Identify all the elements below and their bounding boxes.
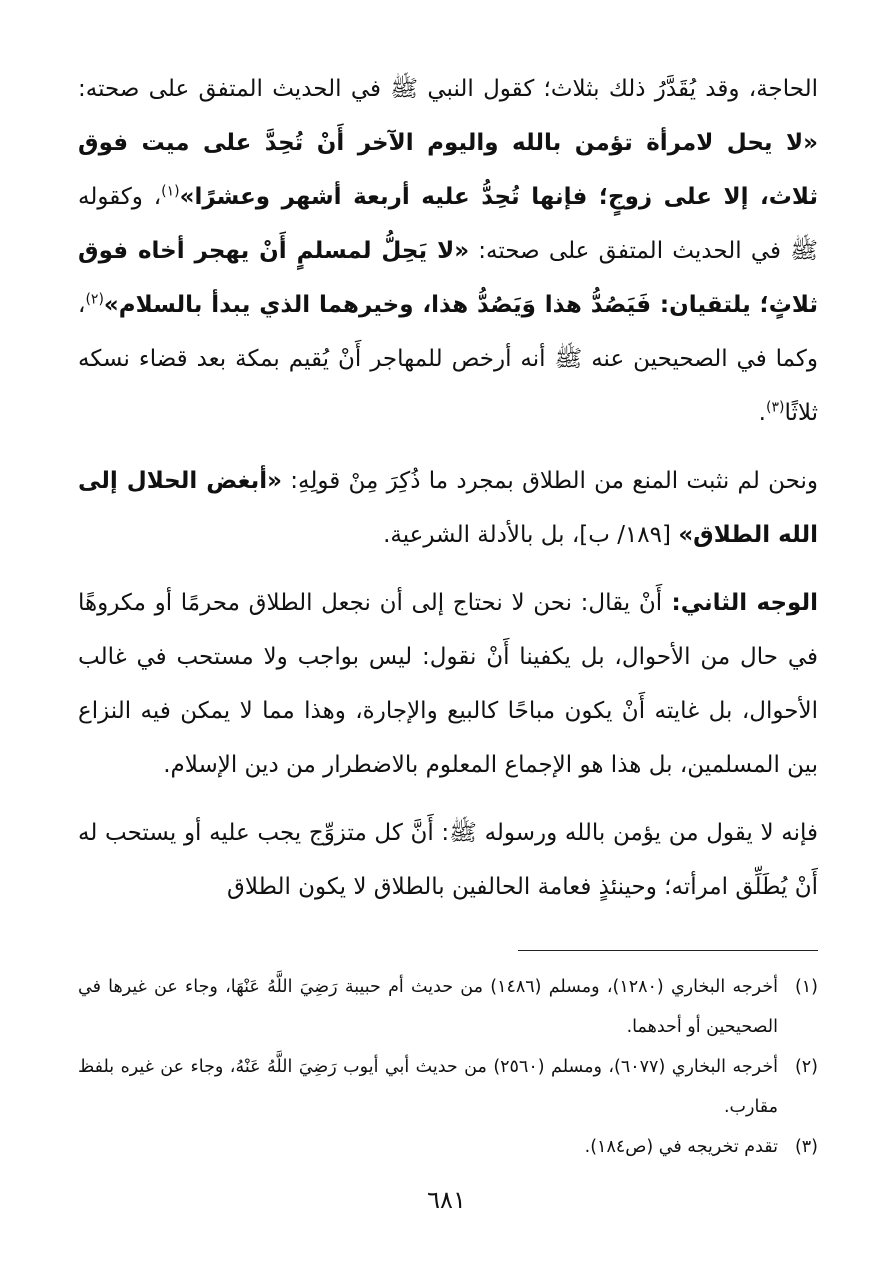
footnote-text: أخرجه البخاري (٦٠٧٧)، ومسلم (٢٥٦٠) من حديث أبي أيوب رَضِيَ اللَّهُ عَنْهُ، وجاء عن غيره بلفظ مقارب. xyxy=(78,1057,778,1117)
footnote-number: (٢) xyxy=(794,1057,818,1077)
footnote-ref-1: (١) xyxy=(161,183,180,200)
text-segment: ، وكما في الصحيحين عنه ﷺ أنه أرخص للمهاجر أَنْ يُقيم بمكة بعد قضاء نسكه ثلاثًا xyxy=(78,292,818,426)
text-segment: فإنه لا يقول من يؤمن بالله ورسوله ﷺ: أَنَّ كل متزوِّج يجب عليه أو يستحب له أَنْ يُطَلِّق امرأته؛ وحينئذٍ فعامة الحالفين بالطلاق لا يكون الطلاق xyxy=(78,820,818,900)
footnote-number: (٣) xyxy=(794,1137,818,1157)
footnote-text: تقدم تخريجه في (ص١٨٤). xyxy=(584,1137,778,1157)
text-segment: . xyxy=(758,400,766,426)
footnote-1 xyxy=(78,967,818,1047)
hadith-quote-bold: «لا يحل لامرأة تؤمن بالله واليوم الآخر أَنْ تُحِدَّ على ميت فوق ثلاث، إلا على زوجٍ؛ فإنها تُحِدُّ عليه أربعة أشهر وعشرًا» xyxy=(78,130,818,210)
section-heading-inline: الوجه الثاني: xyxy=(662,590,818,616)
main-text xyxy=(78,62,818,914)
footnote-separator xyxy=(518,950,818,951)
text-segment: ونحن لم نثبت المنع من الطلاق بمجرد ما ذُكِرَ مِنْ قولِهِ: xyxy=(281,468,818,494)
paragraph-4 xyxy=(78,806,818,914)
text-segment: أَنْ يقال: نحن لا نحتاج إلى أن نجعل الطلاق محرمًا أو مكروهًا في حال من الأحوال، بل يكفينا أَنْ نقول: ليس بواجب ولا مستحب في غالب الأحوال، بل غايته أَنْ يكون مباحًا كالبيع والإجارة، وهذا مما لا يمكن فيه النزاع بين المسلمين، بل هذا هو الإجماع المعلوم بالاضطرار من دين الإسلام. xyxy=(78,590,818,778)
footnote-3 xyxy=(78,1127,818,1167)
hadith-quote-bold: «لا يَحِلُّ لمسلمٍ أَنْ يهجر أخاه فوق ثلاثٍ؛ يلتقيان: فَيَصُدُّ هذا وَيَصُدُّ هذا، وخيرهما الذي يبدأ بالسلام» xyxy=(78,238,818,318)
footnote-2 xyxy=(78,1047,818,1127)
footnote-ref-2: (٢) xyxy=(85,291,104,308)
text-segment: [١٨٩/ ب]، بل بالأدلة الشرعية. xyxy=(383,522,679,548)
footnotes xyxy=(78,967,818,1167)
page-number: ٦٨١ xyxy=(427,1186,466,1214)
hadith-quote-bold: «أبغض الحلال إلى الله الطلاق» xyxy=(78,468,818,548)
footnote-ref-3: (٣) xyxy=(765,399,785,416)
text-segment: ، وكقوله ﷺ في الحديث المتفق على صحته: xyxy=(78,184,818,264)
paragraph-1 xyxy=(78,62,818,440)
page-body xyxy=(78,62,818,1167)
text-segment: الحاجة، وقد يُقَدَّرُ ذلك بثلاث؛ كقول النبي ﷺ في الحديث المتفق على صحته: xyxy=(78,76,818,102)
footnote-number: (١) xyxy=(794,977,818,997)
footnote-text: أخرجه البخاري (١٢٨٠)، ومسلم (١٤٨٦) من حديث أم حبيبة رَضِيَ اللَّهُ عَنْهَا، وجاء عن غيرها في الصحيحين أو أحدهما. xyxy=(78,977,778,1037)
paragraph-2 xyxy=(78,454,818,562)
paragraph-3 xyxy=(78,576,818,792)
